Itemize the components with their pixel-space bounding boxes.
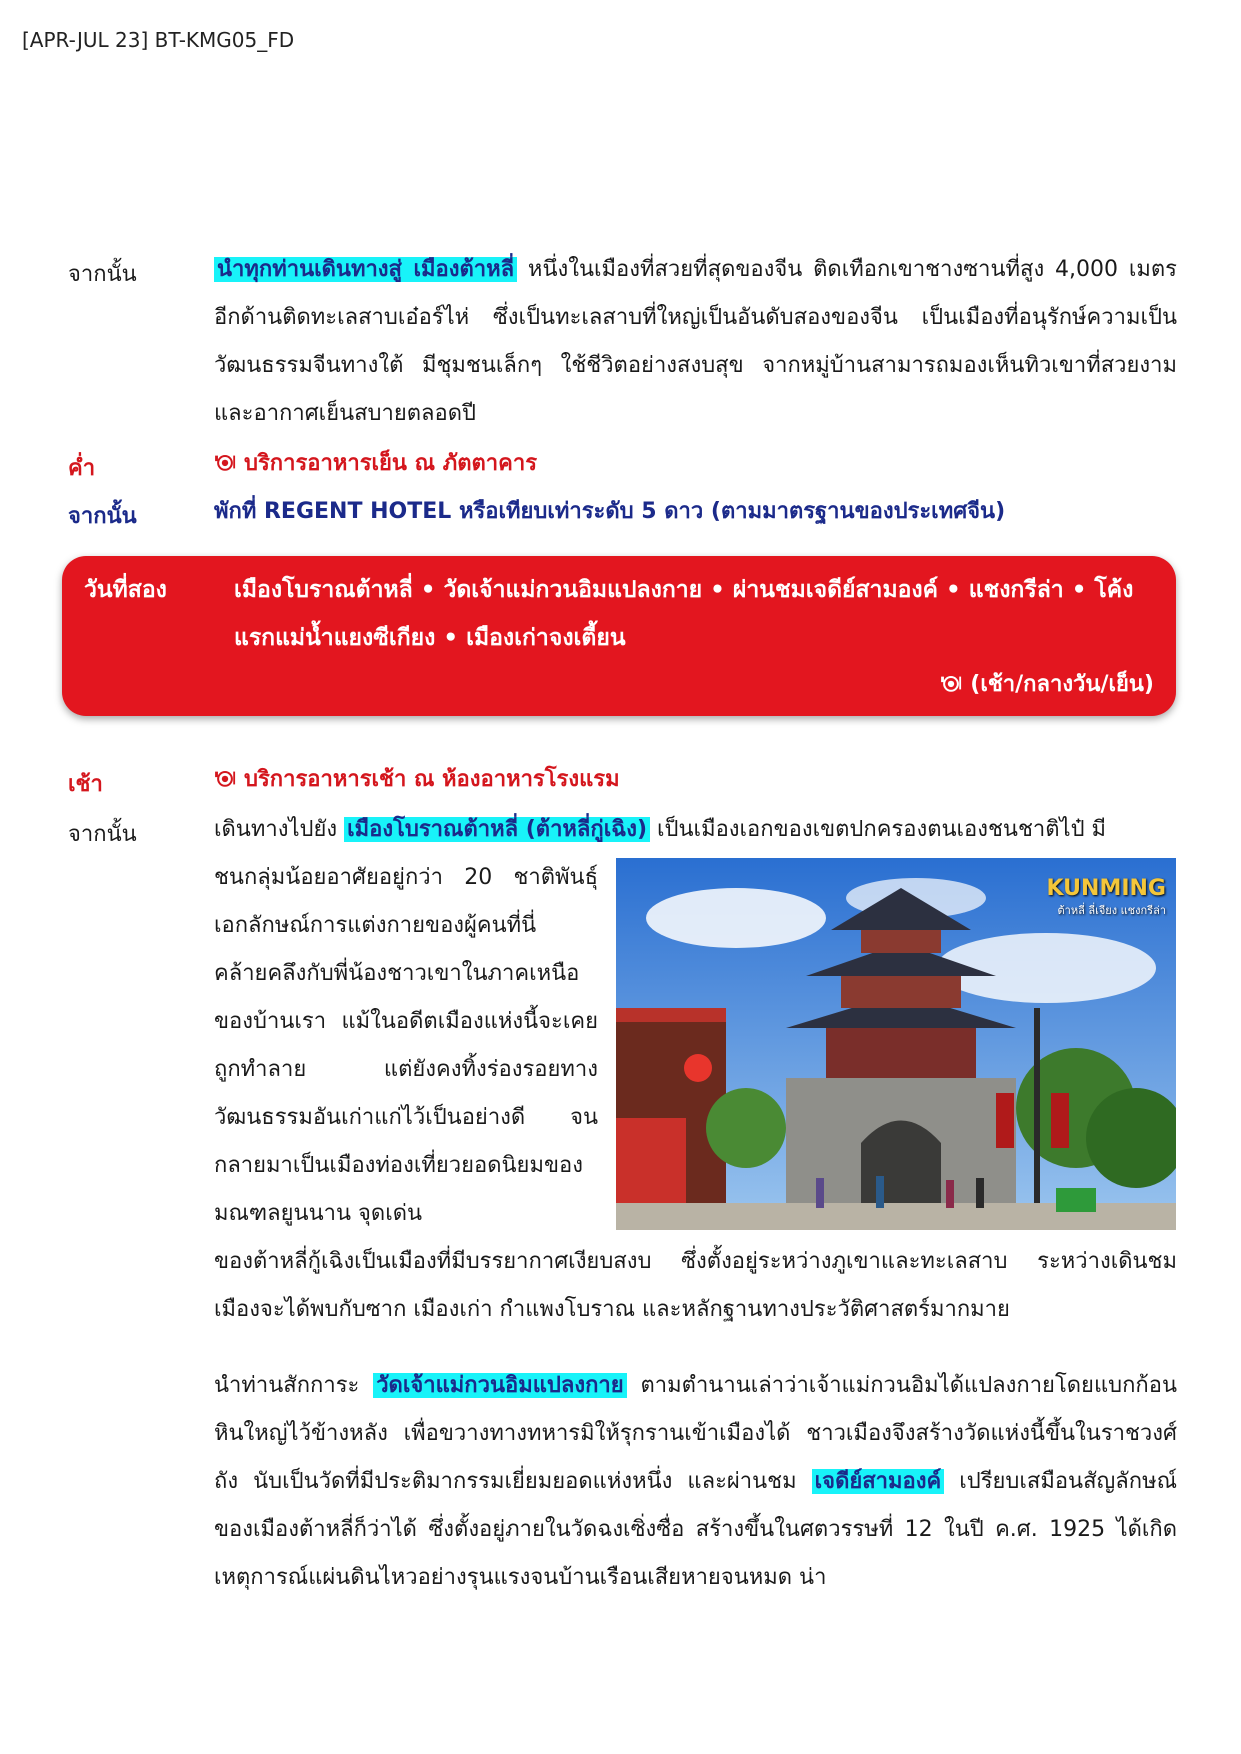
highlight-guanyin-temple: วัดเจ้าแม่กวนอิมแปลงกาย — [373, 1373, 626, 1398]
highlight-three-pagodas: เจดีย์สามองค์ — [812, 1469, 945, 1494]
day-two-meals — [940, 666, 1154, 701]
dinner-text: บริการอาหารเย็น ณ ภัตตาคาร — [244, 451, 538, 476]
temple-paragraph — [214, 1362, 1177, 1602]
old-town-lead — [214, 806, 1177, 854]
highlight-dali-city: นำทุกท่านเดินทางสู่ เมืองต้าหลี่ — [214, 257, 517, 282]
photo-watermark — [1047, 876, 1167, 919]
dali-gate-tower-photo — [616, 858, 1176, 1230]
temple-text-1: นำท่านสักการะ — [214, 1373, 374, 1398]
time-label-dinner: ค่ำ — [68, 456, 96, 481]
day-two-meals-text: (เช้า/กลางวัน/เย็น) — [970, 672, 1154, 697]
time-label-then-2: จากนั้น — [68, 822, 137, 847]
breakfast-text: บริการอาหารเช้า ณ ห้องอาหารโรงแรม — [244, 767, 620, 792]
dining-icon — [940, 672, 962, 694]
breakfast-line — [214, 756, 1177, 804]
dinner-line — [214, 440, 1177, 488]
dali-intro-text: หนึ่งในเมืองที่สวยที่สุดของจีน ติดเทือกเขาชางซานที่สูง 4,000 เมตร อีกด้านติดทะเลสาบเอ๋อร์ไห่ ซึ่งเป็นทะเลสาบที่ใหญ่เป็นอันดับสองของจีน เป็นเมืองที่อนุรักษ์ความเป็นวัฒนธรรมจีนทางใต้ มีชุมชนเล็กๆ ใช้ชีวิตอย่างสงบสุข จากหมู่บ้านสามารถมองเห็นทิวเขาที่สวยงาม และอากาศเย็นสบายตลอดปี — [214, 257, 1177, 426]
old-town-lead-rest: เป็นเมืองเอกของเขตปกครองตนเองชนชาติไป๋ มี — [650, 817, 1107, 842]
temple-text-3: เปรียบเสมือนสัญลักษณ์ของเมืองต้าหลี่ก็ว่าได้ ซึ่งตั้งอยู่ภายในวัดฉงเซิ่งซื่อ สร้างขึ้นในศตวรรษที่ 12 ในปี ค.ศ. 1925 ได้เกิดเหตุการณ์แผ่นดินไหวอย่างรุนแรงจนบ้านเรือนเสียหายจนหมด น่า — [214, 1469, 1177, 1590]
highlight-dali-old-town: เมืองโบราณต้าหลี่ (ต้าหลี่กู่เฉิง) — [344, 817, 650, 842]
time-label-hotel: จากนั้น — [68, 504, 137, 529]
time-label-then: จากนั้น — [68, 262, 137, 287]
document-code: [APR-JUL 23] BT-KMG05_FD — [22, 28, 295, 52]
day-two-banner — [62, 556, 1176, 716]
dining-icon — [214, 451, 236, 473]
old-town-lead-text: เดินทางไปยัง — [214, 817, 345, 842]
temple-text-2: ตามตำนานเล่าว่าเจ้าแม่กวนอิมได้แปลงกายโดยแบกก้อนหินใหญ่ไว้ข้างหลัง เพื่อขวางทางทหารมิให้รุกรานเข้าเมืองได้ ชาวเมืองจึงสร้างวัดแห่งนี้ขึ้นในราชวงศ์ถัง นับเป็นวัดที่มีประติมากรรมเยี่ยมยอดแห่งหนึ่ง และผ่านชม — [214, 1373, 1177, 1494]
hotel-line: พักที่ REGENT HOTEL หรือเทียบเท่าระดับ 5 ดาว (ตามมาตรฐานของประเทศจีน) — [214, 499, 1006, 524]
dining-icon — [214, 767, 236, 789]
old-town-side-text: ชนกลุ่มน้อยอาศัยอยู่กว่า 20 ชาติพันธุ์ เอกลักษณ์การแต่งกายของผู้คนที่นี่คล้ายคลึงกับพี่น้องชาวเขาในภาคเหนือของบ้านเรา แม้ในอดีตเมืองแห่งนี้จะเคยถูกทำลาย แต่ยังคงทิ้งร่องรอยทางวัฒนธรรมอันเก่าแก่ไว้เป็นอย่างดี จนกลายมาเป็นเมืองท่องเที่ยวยอดนิยมของมณฑลยูนนาน จุดเด่น — [214, 865, 598, 1226]
old-town-after-text: ของต้าหลี่กู้เฉิงเป็นเมืองที่มีบรรยากาศเงียบสงบ ซึ่งตั้งอยู่ระหว่างภูเขาและทะเลสาบ ระหว่างเดินชมเมืองจะได้พบกับซาก เมืองเก่า กำแพงโบราณ และหลักฐานทางประวัติศาสตร์มากมาย — [214, 1249, 1177, 1322]
time-label-breakfast: เช้า — [68, 772, 103, 797]
dali-intro-paragraph — [214, 246, 1177, 438]
watermark-subtitle: ต้าหลี่ ลี่เจียง แชงกรีล่า — [1057, 904, 1166, 917]
day-two-label: วันที่สอง — [84, 577, 167, 603]
watermark-brand: KUNMING — [1046, 876, 1166, 901]
day-two-title: เมืองโบราณต้าหลี่ • วัดเจ้าแม่กวนอิมแปลงกาย • ผ่านชมเจดีย์สามองค์ • แชงกรีล่า • โค้งแรกแม่น้ำแยงซีเกียง • เมืองเก่าจงเตี้ยน — [234, 577, 1134, 651]
